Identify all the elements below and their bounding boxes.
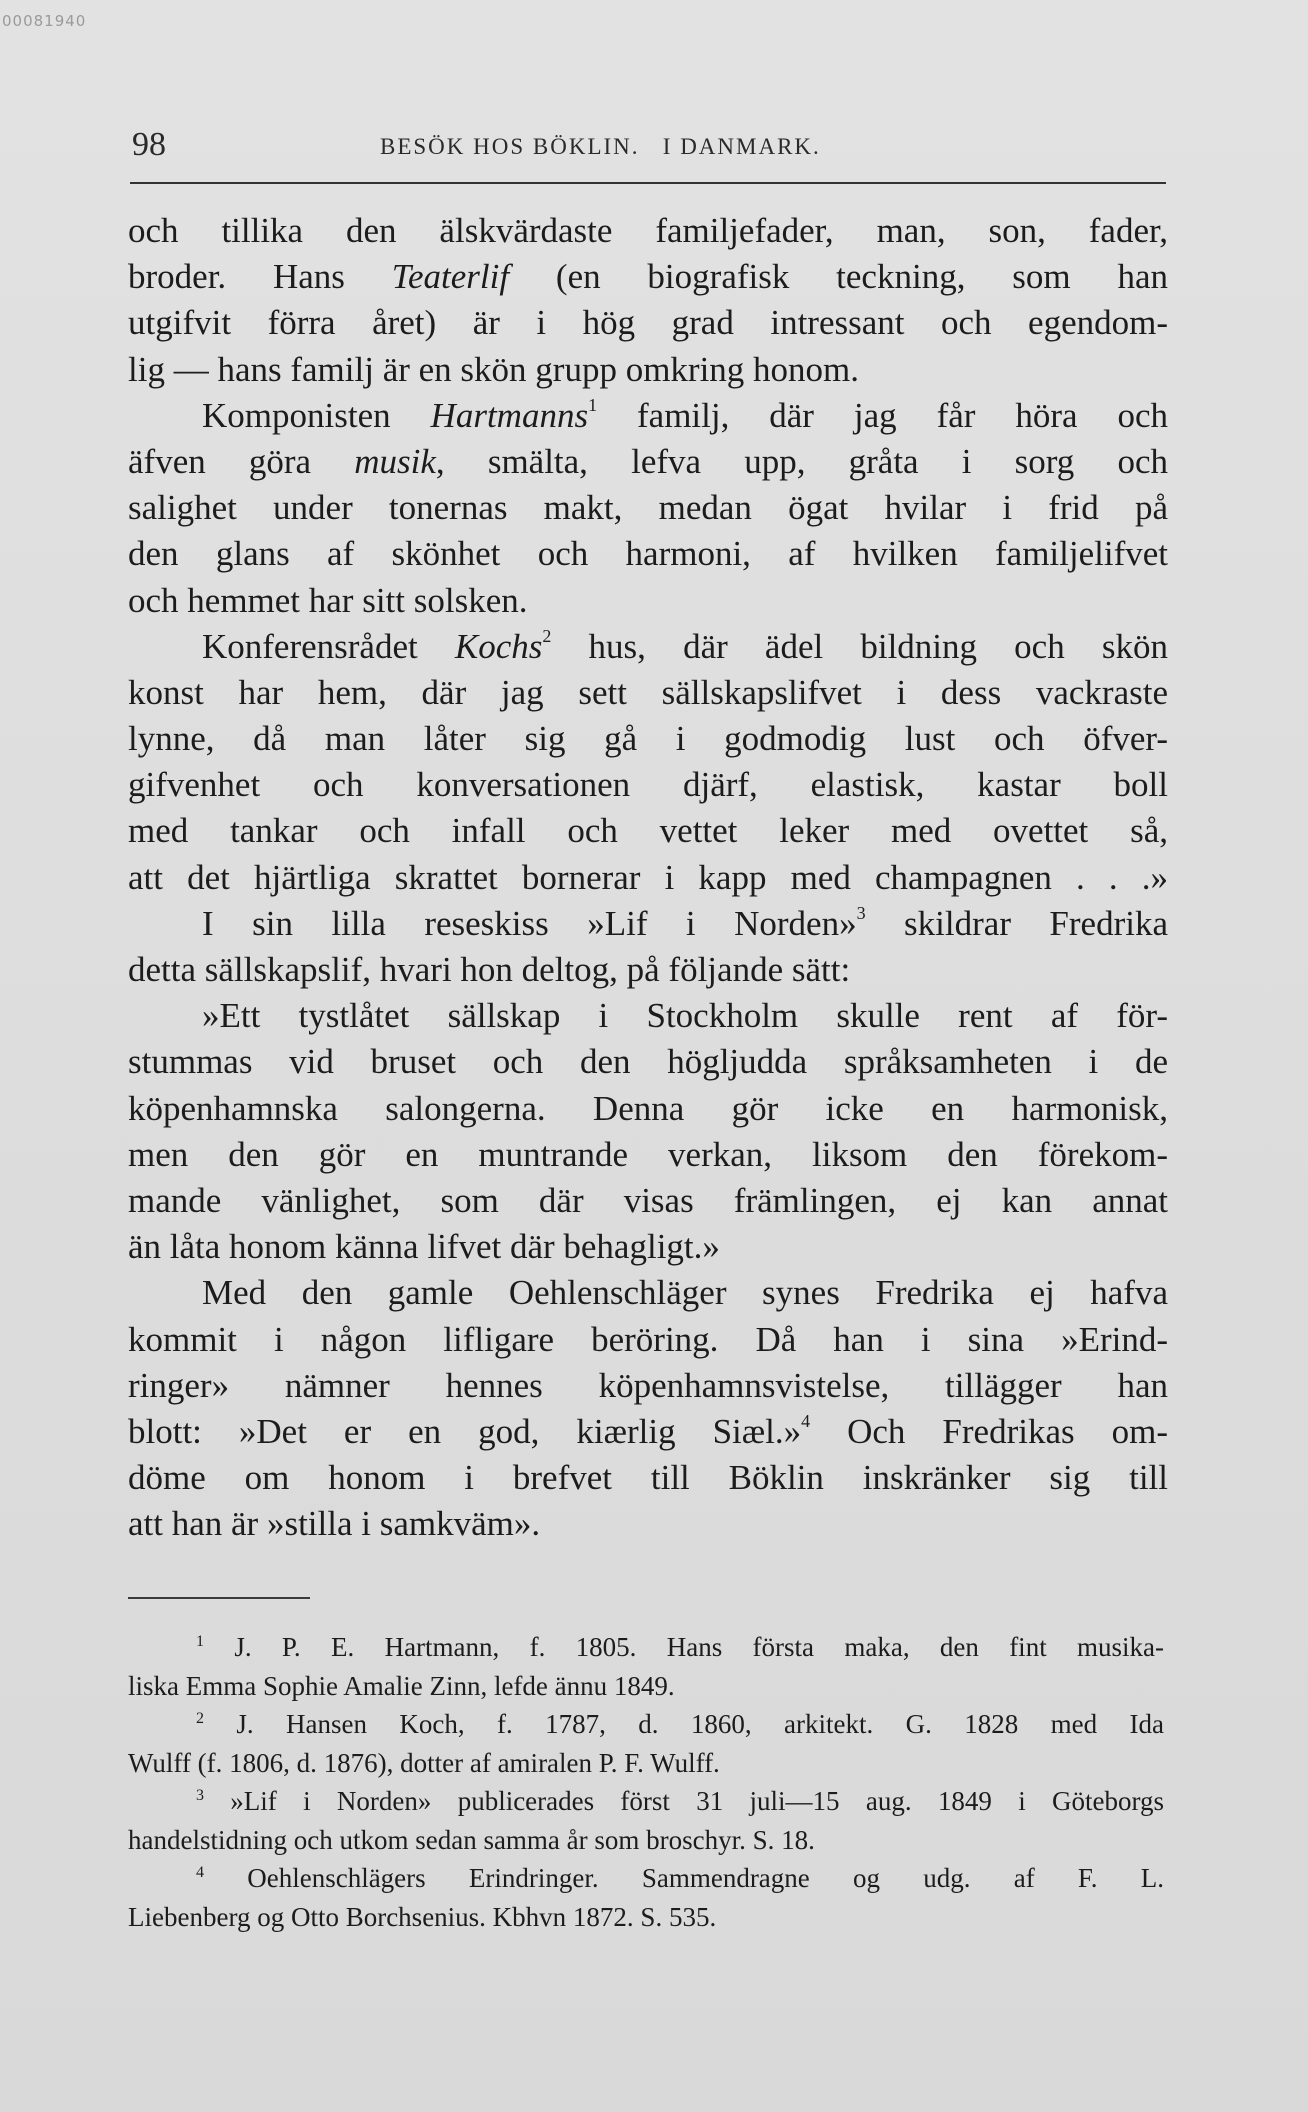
footnote-ref: 2 <box>542 625 552 646</box>
footnote-marker: 3 <box>196 1787 204 1804</box>
footnote-line: liska Emma Sophie Amalie Zinn, lefde ännu 1849. <box>128 1670 675 1701</box>
text-line: blott: »Det er en god, kiærlig Siæl.»$^4$ Och Fredrikas om- <box>128 1410 1168 1451</box>
text-line: gifvenhet och konversationen djärf, elastisk, kastar boll <box>128 765 1168 805</box>
footnote-line: $^3$ »Lif i Norden» publicerades först 31 juli—15 aug. 1849 i Göteborgs <box>196 1786 1164 1816</box>
italic-name: Kochs <box>454 626 543 666</box>
text-line: mande vänlighet, som där visas främlingen, ej kan annat <box>128 1180 1168 1220</box>
footnotes <box>128 1628 1164 1936</box>
text-line: lig — hans familj är en skön grupp omkring honom. <box>128 349 860 389</box>
text-line: men den gör en muntrande verkan, liksom den förekom- <box>128 1134 1168 1174</box>
text-line: att det hjärtliga skrattet bornerar i kapp med champagnen . . .» <box>128 857 1168 897</box>
footnote-rule <box>128 1597 310 1599</box>
scan-id-label: 00081940 <box>2 12 87 30</box>
text-line: Komponisten Hartmanns$^1$ familj, där jag får höra och <box>202 394 1169 435</box>
text-line: att han är »stilla i samkväm». <box>128 1504 541 1544</box>
text-line: konst har hem, där jag sett sällskapslifvet i dess vackraste <box>128 672 1168 712</box>
text-line: kommit i någon lifligare beröring. Då han i sina »Erind- <box>128 1319 1168 1359</box>
text-line: stummas vid bruset och den högljudda språksamheten i de <box>128 1042 1168 1082</box>
footnote-line: Wulff (f. 1806, d. 1876), dotter af amiralen P. F. Wulff. <box>128 1747 720 1778</box>
italic-name: Hartmanns <box>430 395 589 435</box>
text-line: salighet under tonernas makt, medan ögat hvilar i frid på <box>128 488 1168 528</box>
text-line: och hemmet har sitt solsken. <box>128 580 528 620</box>
page-header <box>132 126 1166 170</box>
footnote-ref: 4 <box>801 1410 811 1431</box>
text-line: lynne, då man låter sig gå i godmodig lust och öfver- <box>128 719 1168 759</box>
footnote-line: $^4$ Oehlenschlägers Erindringer. Sammendragne og udg. af F. L. <box>196 1863 1164 1893</box>
text-line: I sin lilla reseskiss »Lif i Norden»$^3$ skildrar Fredrika <box>202 902 1169 943</box>
text-line: med tankar och infall och vettet leker med ovettet så, <box>128 811 1168 851</box>
footnote-line: $^1$ J. P. E. Hartmann, f. 1805. Hans första maka, den fint musika- <box>196 1632 1164 1662</box>
footnote-ref: 1 <box>588 394 598 415</box>
text-line: Konferensrådet Kochs$^2$ hus, där ädel bildning och skön <box>202 625 1168 666</box>
running-head: BESÖK HOS BÖKLIN. I DANMARK. <box>380 134 821 159</box>
text-line: än låta honom känna lifvet där behagligt.» <box>128 1227 720 1267</box>
text-line: den glans af skönhet och harmoni, af hvilken familjelifvet <box>128 534 1168 574</box>
text-line: ringer» nämner hennes köpenhamnsvistelse, tillägger han <box>128 1365 1168 1405</box>
header-rule <box>130 182 1166 184</box>
footnote-marker: 1 <box>196 1633 204 1650</box>
text-line: döme om honom i brefvet till Böklin inskränker sig till <box>128 1458 1168 1498</box>
italic-word: musik <box>354 441 436 481</box>
body-text <box>128 208 1168 1547</box>
text-line: Med den gamle Oehlenschläger synes Fredrika ej hafva <box>202 1273 1168 1313</box>
footnote-line: $^2$ J. Hansen Koch, f. 1787, d. 1860, arkitekt. G. 1828 med Ida <box>196 1709 1164 1739</box>
footnote-ref: 3 <box>856 902 866 923</box>
footnote-line: Liebenberg og Otto Borchsenius. Kbhvn 1872. S. 535. <box>128 1901 717 1932</box>
text-line: köpenhamnska salongerna. Denna gör icke en harmonisk, <box>128 1088 1168 1128</box>
text-line: äfven göra musik, smälta, lefva upp, gråta i sorg och <box>128 441 1168 481</box>
text-line: utgifvit förra året) är i hög grad intressant och egendom- <box>128 303 1168 343</box>
footnote-marker: 2 <box>196 1710 204 1727</box>
footnote-marker: 4 <box>196 1864 204 1881</box>
text-line: broder. Hans Teaterlif (en biografisk teckning, som han <box>128 257 1168 297</box>
text-line: detta sällskapslif, hvari hon deltog, på följande sätt: <box>128 950 851 989</box>
italic-title: Teaterlif <box>391 257 510 297</box>
text-line: och tillika den älskvärdaste familjefader, man, son, fader, <box>128 211 1168 250</box>
text-line: »Ett tystlåtet sällskap i Stockholm skulle rent af för- <box>202 996 1168 1036</box>
footnote-line: handelstidning och utkom sedan samma år som broschyr. S. 18. <box>128 1824 815 1855</box>
page-number: 98 <box>132 126 166 163</box>
